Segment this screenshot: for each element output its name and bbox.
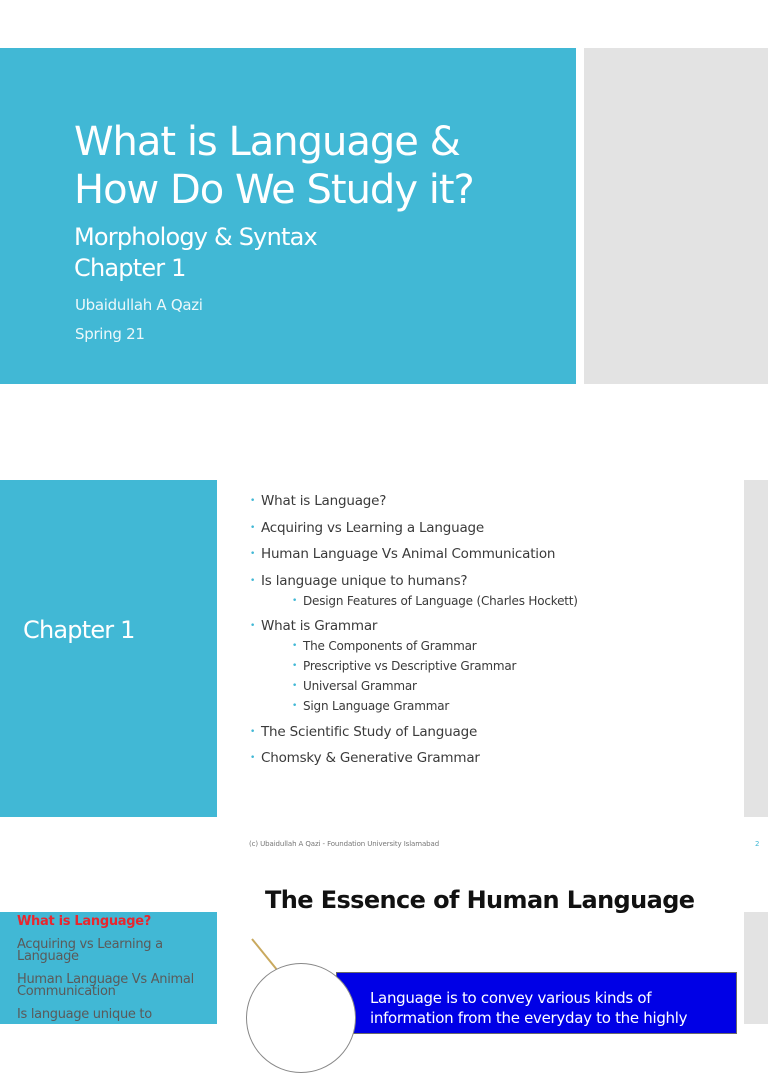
outline-item-label: Human Language Vs Animal Communication bbox=[261, 546, 556, 562]
chapter-heading: Chapter 1 bbox=[23, 616, 135, 644]
definition-text bbox=[370, 988, 730, 1028]
outline-item-label: Acquiring vs Learning a Language bbox=[261, 519, 485, 536]
outline-list bbox=[250, 493, 730, 777]
outline-item bbox=[250, 546, 730, 563]
outline-subitem: • Universal Grammar bbox=[292, 678, 730, 694]
slide-title-line-1: What is Language & bbox=[74, 119, 460, 165]
outline-item-label: What is Language? bbox=[261, 493, 387, 509]
slide-title-line-2: How Do We Study it? bbox=[74, 167, 474, 213]
outline-item bbox=[250, 520, 730, 537]
outline-slide-side-panel bbox=[744, 480, 768, 817]
nav-item[interactable]: What is Language? bbox=[17, 914, 152, 929]
outline-item bbox=[250, 493, 730, 510]
slide-subtitle-line-2: Chapter 1 bbox=[74, 254, 186, 282]
nav-item[interactable]: Human Language Vs Animal Communication bbox=[17, 972, 194, 999]
definition-text-line-2: information from the everyday to the highly bbox=[370, 1009, 688, 1027]
nav-item[interactable]: Acquiring vs Learning a Language bbox=[17, 937, 163, 964]
outline-item-label: The Scientific Study of Language bbox=[261, 723, 478, 740]
definition-text-line-1: Language is to convey various kinds of bbox=[370, 989, 652, 1007]
outline-item bbox=[250, 724, 730, 741]
outline-subitem: • The Components of Grammar bbox=[292, 638, 730, 654]
essence-slide-title: The Essence of Human Language bbox=[265, 886, 695, 914]
outline-item-label: Chomsky & Generative Grammar bbox=[261, 750, 480, 766]
term-label: Spring 21 bbox=[75, 325, 145, 343]
outline-item bbox=[250, 750, 730, 767]
nav-item[interactable]: Is language unique to bbox=[17, 1007, 152, 1022]
outline-item-label: Is language unique to humans? bbox=[261, 572, 468, 589]
slide-title bbox=[74, 118, 554, 214]
outline-subitem: • Sign Language Grammar bbox=[292, 698, 730, 714]
nav-list bbox=[17, 916, 212, 1032]
essence-slide-side-panel bbox=[744, 912, 768, 1024]
slide-footer: (c) Ubaidullah A Qazi - Foundation University Islamabad bbox=[249, 840, 440, 848]
outline-slide-panel bbox=[0, 480, 217, 817]
outline-subitem: • Design Features of Language (Charles Hockett) bbox=[292, 593, 730, 609]
outline-subitem: • Prescriptive vs Descriptive Grammar bbox=[292, 658, 730, 674]
outline-item-label: What is Grammar bbox=[261, 618, 378, 634]
author-name: Ubaidullah A Qazi bbox=[75, 296, 203, 314]
outline-item bbox=[250, 573, 730, 609]
title-slide-side-panel bbox=[584, 48, 768, 384]
slide-number: 2 bbox=[755, 840, 760, 848]
slide-subtitle-line-1: Morphology & Syntax bbox=[74, 223, 317, 251]
slide-subtitle bbox=[74, 222, 554, 284]
magnifier-circle bbox=[246, 963, 356, 1073]
outline-item bbox=[250, 618, 730, 714]
